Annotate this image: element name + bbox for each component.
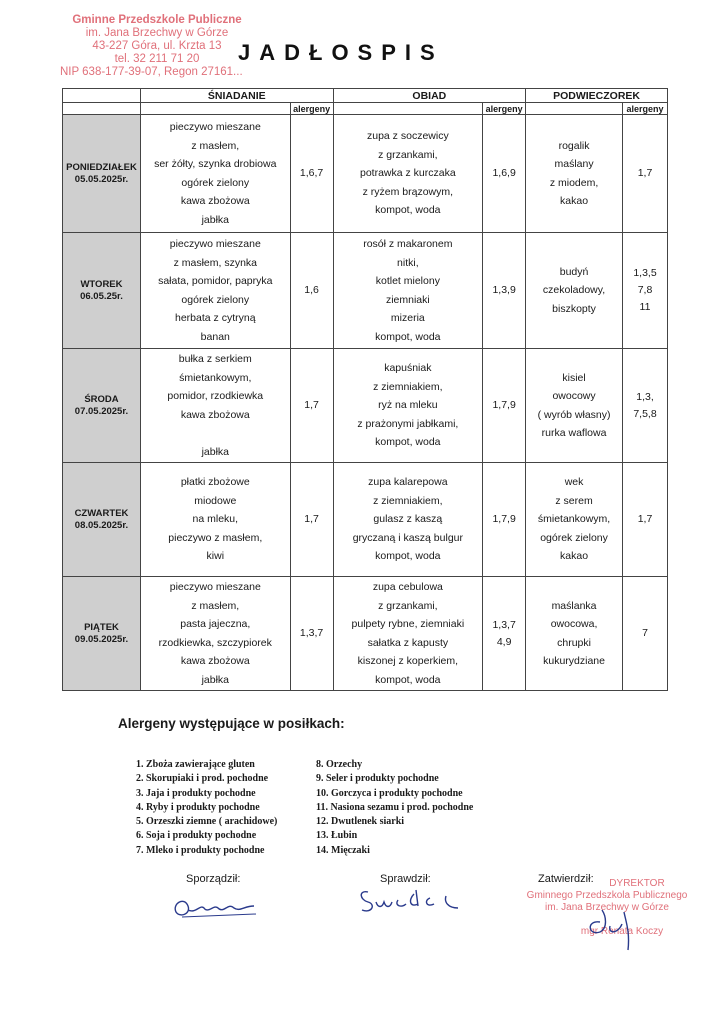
snack-line: czekoladowy,: [542, 284, 606, 297]
snack-line: kukurydziane: [543, 655, 605, 667]
dinner-cell: [333, 463, 483, 577]
breakfast-line: kawa zbożowa: [180, 195, 250, 207]
day-date: 08.05.2025r.: [74, 519, 129, 531]
breakfast-line: sałata, pomidor, papryka: [158, 275, 273, 287]
snack-line: śmietankowym,: [537, 513, 611, 526]
breakfast-line: bułka z serkiem: [178, 353, 252, 365]
breakfast-line: pieczywo z masłem,: [168, 531, 263, 544]
day-cell: [63, 463, 141, 577]
snack-line: z miodem,: [549, 176, 599, 189]
breakfast-allergens-line: 1,6: [304, 284, 319, 296]
empty-sub-cell: [526, 103, 623, 115]
approved-by-label: Zatwierdził:: [538, 873, 594, 885]
dinner-allergens-line: 1,7,9: [492, 399, 516, 411]
breakfast-line: kiwi: [206, 550, 225, 563]
dinner-line: gryczaną i kaszą bulgur: [352, 531, 463, 544]
snack-allergens-cell: [622, 577, 667, 691]
breakfast-line: pasta jajeczna,: [180, 618, 251, 630]
breakfast-line: płatki zbożowe: [180, 476, 250, 489]
breakfast-allergens-line: 1,6,7: [299, 167, 324, 179]
checked-by-label: Sprawdził:: [380, 873, 431, 885]
snack-line: rogalik: [558, 139, 590, 152]
allergens-title: Alergeny występujące w posiłkach:: [118, 716, 345, 731]
dinner-line: z ziemniakiem,: [373, 494, 443, 507]
snack-line: ogórek zielony: [540, 531, 608, 544]
snack-allergens-line: 1,3,5: [633, 267, 657, 279]
snack-line: ( wyrób własny): [537, 408, 611, 421]
dinner-line: zupa cebulowa: [372, 581, 443, 593]
breakfast-allergens-line: 1,7: [304, 513, 319, 525]
dinner-allergens-line: 1,7,9: [492, 513, 516, 525]
dinner-line: kiszonej z koperkiem,: [357, 655, 459, 667]
breakfast-line: pieczywo mieszane: [169, 581, 261, 593]
dinner-allergens-line: 1,3,7: [492, 618, 516, 631]
day-name: PIĄTEK: [84, 621, 119, 633]
dinner-cell: [333, 577, 483, 691]
allergen-item: 2. Skorupiaki i prod. pochodne: [136, 773, 269, 785]
breakfast-cell: [140, 463, 290, 577]
header-snack: PODWIECZOREK: [526, 89, 668, 103]
breakfast-allergens-line: 1,3,7: [299, 627, 324, 639]
corner-sub-cell: [63, 103, 141, 115]
snack-cell: [526, 349, 623, 463]
snack-cell: [526, 233, 623, 349]
empty-sub-cell: [333, 103, 483, 115]
stamp-line: Gminne Przedszkole Publiczne: [72, 14, 242, 26]
stamp-line: tel. 32 211 71 20: [114, 53, 200, 65]
dinner-line: sałatka z kapusty: [367, 636, 449, 649]
dinner-line: mizeria: [390, 312, 425, 324]
breakfast-line: kawa zbożowa: [180, 655, 250, 667]
allergen-list-right: [316, 758, 473, 858]
snack-line: owocowy: [552, 390, 596, 402]
dinner-allergens-line: 4,9: [496, 635, 512, 648]
dinner-cell: [333, 349, 483, 463]
snack-line: kisiel: [562, 371, 586, 384]
day-name: ŚRODA: [84, 393, 119, 405]
school-stamp: [62, 14, 252, 79]
breakfast-cell: [140, 233, 290, 349]
dinner-cell: [333, 115, 483, 233]
dinner-cell: [333, 233, 483, 349]
snack-allergens-line: 11: [639, 301, 651, 313]
snack-allergens-line: 7,8: [637, 284, 653, 296]
checked-by-signature: [354, 884, 464, 920]
approved-by-signature: [578, 892, 648, 952]
dinner-allergens-cell: [483, 577, 526, 691]
header-dinner: OBIAD: [333, 89, 526, 103]
breakfast-line: ser żółty, szynka drobiowa: [154, 158, 277, 170]
snack-line: rurka waflowa: [541, 427, 607, 439]
director-stamp-line: mgr Renata Koczy: [580, 926, 664, 937]
allergen-item: 5. Orzeszki ziemne ( arachidowe): [136, 816, 278, 828]
day-name: WTOREK: [80, 278, 123, 290]
allergen-item: 9. Seler i produkty pochodne: [316, 773, 439, 785]
dinner-allergens-cell: [483, 349, 526, 463]
day-row: [63, 115, 668, 233]
dinner-line: nitki,: [397, 256, 419, 269]
menu-body: [63, 115, 668, 691]
snack-cell: [526, 577, 623, 691]
day-date: 07.05.2025r.: [74, 405, 129, 417]
day-cell: [63, 349, 141, 463]
snack-line: maślany: [554, 158, 594, 170]
allergen-item: 1. Zboża zawierające gluten: [136, 759, 255, 770]
breakfast-allergens-cell: [290, 349, 333, 463]
header-breakfast-allergens: alergeny: [290, 103, 333, 115]
dinner-line: kompot, woda: [375, 330, 441, 343]
dinner-line: z ryżem brązowym,: [362, 185, 454, 198]
allergen-item: 13. Łubin: [316, 830, 358, 842]
day-date: 05.05.2025r.: [74, 173, 129, 185]
snack-allergens-line: 1,7: [637, 167, 653, 179]
breakfast-allergens-cell: [290, 463, 333, 577]
breakfast-line: ogórek zielony: [181, 176, 250, 189]
allergen-list-left: [136, 758, 277, 858]
empty-sub-cell: [140, 103, 290, 115]
breakfast-line: kawa zbożowa: [180, 408, 250, 421]
snack-allergens-cell: [622, 233, 667, 349]
dinner-allergens-line: 1,6,9: [492, 167, 516, 179]
snack-line: kakao: [560, 195, 589, 207]
snack-line: kakao: [560, 550, 589, 563]
breakfast-line: pieczywo mieszane: [169, 121, 261, 133]
breakfast-line: z masłem,: [191, 599, 240, 612]
breakfast-cell: [140, 115, 290, 233]
day-cell: [63, 115, 141, 233]
day-date: 09.05.2025r.: [74, 633, 129, 645]
corner-cell: [63, 89, 141, 103]
dinner-line: kompot, woda: [375, 436, 441, 449]
dinner-line: zupa z soczewicy: [367, 130, 449, 143]
allergen-item: 12. Dwutlenek siarki: [316, 816, 405, 828]
day-row: [63, 577, 668, 691]
day-date: 06.05.25r.: [80, 290, 123, 302]
director-stamp-line: DYREKTOR: [609, 878, 665, 889]
dinner-line: z prażonymi jabłkami,: [357, 417, 459, 430]
snack-line: wek: [564, 476, 584, 489]
dinner-allergens-cell: [483, 233, 526, 349]
day-row: [63, 463, 668, 577]
snack-line: owocowa,: [550, 618, 598, 630]
allergen-item: 8. Orzechy: [316, 759, 363, 770]
day-row: [63, 233, 668, 349]
snack-line: chrupki: [557, 636, 591, 649]
dinner-line: kapuśniak: [384, 362, 432, 375]
dinner-line: z ziemniakiem,: [373, 380, 443, 393]
snack-cell: [526, 115, 623, 233]
day-cell: [63, 233, 141, 349]
breakfast-allergens-cell: [290, 233, 333, 349]
breakfast-line: miodowe: [194, 494, 237, 507]
breakfast-line: z masłem,: [191, 139, 240, 152]
stamp-line: im. Jana Brzechwy w Górze: [85, 27, 229, 39]
director-stamp-line: im. Jana Brzechwy w Górze: [545, 902, 669, 913]
snack-allergens-line: 1,7: [637, 513, 653, 525]
allergen-item: 4. Ryby i produkty pochodne: [136, 801, 260, 813]
breakfast-line: rzodkiewka, szczypiorek: [158, 636, 272, 649]
day-name: PONIEDZIAŁEK: [66, 161, 137, 173]
dinner-line: potrawka z kurczaka: [359, 167, 456, 180]
snack-cell: [526, 463, 623, 577]
breakfast-line: banan: [200, 330, 230, 343]
snack-line: maślanka: [551, 599, 597, 612]
dinner-line: kompot, woda: [375, 204, 441, 217]
snack-allergens-cell: [622, 463, 667, 577]
breakfast-line: pomidor, rzodkiewka: [167, 390, 264, 402]
dinner-line: zupa kalarepowa: [368, 476, 448, 489]
prepared-by-label: Sporządził:: [186, 873, 241, 885]
menu-table: [62, 88, 668, 691]
dinner-line: gulasz z kaszą: [373, 513, 443, 526]
breakfast-cell: [140, 577, 290, 691]
breakfast-line: śmietankowym,: [179, 371, 252, 384]
breakfast-line: herbata z cytryną: [175, 312, 256, 324]
dinner-line: kompot, woda: [375, 673, 441, 686]
header-dinner-allergens: alergeny: [483, 103, 526, 115]
breakfast-line: [141, 424, 290, 443]
snack-allergens-cell: [622, 349, 667, 463]
stamp-line: NIP 638-177-39-07, Regon 27161...: [60, 66, 243, 78]
breakfast-allergens-line: 1,7: [304, 399, 319, 411]
allergen-item: 14. Mięczaki: [316, 844, 370, 856]
dinner-allergens-line: 1,3,9: [492, 284, 516, 296]
day-cell: [63, 577, 141, 691]
allergen-item: 7. Mleko i produkty pochodne: [136, 844, 265, 856]
dinner-line: ziemniaki: [385, 293, 430, 306]
allergen-item: 6. Soja i produkty pochodne: [136, 830, 257, 842]
day-row: [63, 349, 668, 463]
director-stamp-line: Gminnego Przedszkola Publicznego: [526, 890, 688, 901]
breakfast-line: ogórek zielony: [181, 293, 250, 306]
allergen-item: 11. Nasiona sezamu i prod. pochodne: [316, 801, 474, 813]
snack-allergens-line: 7: [642, 627, 648, 639]
dinner-line: kotlet mielony: [375, 275, 440, 287]
snack-allergens-line: 7,5,8: [633, 407, 657, 420]
allergen-item: 3. Jaja i produkty pochodne: [136, 787, 256, 799]
breakfast-line: pieczywo mieszane: [169, 238, 261, 250]
header-snack-allergens: alergeny: [622, 103, 667, 115]
breakfast-cell: [140, 349, 290, 463]
dinner-line: z grzankami,: [378, 148, 438, 161]
prepared-by-signature: [170, 890, 270, 924]
header-breakfast: ŚNIADANIE: [140, 89, 333, 103]
dinner-line: kompot, woda: [375, 550, 441, 563]
dinner-allergens-cell: [483, 115, 526, 233]
dinner-line: pulpety rybne, ziemniaki: [351, 618, 465, 630]
dinner-line: z grzankami,: [378, 599, 438, 612]
dinner-line: ryż na mleku: [378, 399, 438, 412]
snack-line: biszkopty: [552, 302, 596, 315]
breakfast-line: jabłka: [201, 213, 229, 226]
snack-line: budyń: [559, 265, 589, 278]
dinner-line: rosół z makaronem: [363, 238, 453, 250]
snack-allergens-cell: [622, 115, 667, 233]
breakfast-allergens-cell: [290, 577, 333, 691]
breakfast-line: jabłka: [201, 445, 229, 458]
breakfast-line: z masłem, szynka: [173, 256, 257, 269]
breakfast-line: na mleku,: [192, 513, 239, 526]
stamp-line: 43-227 Góra, ul. Krzta 13: [92, 40, 222, 52]
breakfast-line: jabłka: [201, 673, 229, 686]
dinner-allergens-cell: [483, 463, 526, 577]
allergen-item: 10. Gorczyca i produkty pochodne: [316, 787, 463, 799]
snack-line: z serem: [555, 494, 593, 507]
snack-allergens-line: 1,3,: [636, 390, 654, 403]
day-name: CZWARTEK: [74, 507, 129, 519]
breakfast-allergens-cell: [290, 115, 333, 233]
page-title: JADŁOSPIS: [238, 40, 444, 65]
